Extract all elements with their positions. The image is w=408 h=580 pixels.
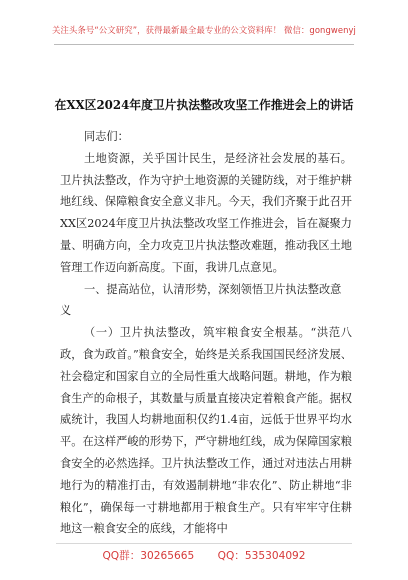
- section-heading-1: 一、提高站位，认清形势，深刻领悟卫片执法整改意义: [60, 282, 342, 318]
- paragraph-food-security: （一）卫片执法整改，筑牢粮食安全根基。“洪范八政，食为政首。”粮食安全，始终是关系我国国民经济发展、社会稳定和国家自立的全局性重大战略问题。耕地，作为粮食生产的命根子，其数量与质量直接决定着粮食产能。据权威统计，我国人均耕地面积仅约1.4亩，远低于世界平均水平。在这样严峻的形势下，严守耕地红线，成为保障国家粮食安全的必然选择。卫片执法整改工作，通过对违法占用耕地行为的精准打击，有效遏制耕地“非农化”、防止耕地“非粮化”，确保每一寸耕地都用于粮食生产。只有牢牢守住耕地这一粮食安全的底线，才能将中: [60, 326, 352, 536]
- footer-contact: [0, 548, 408, 563]
- document-body: [60, 118, 352, 540]
- header-promo-text: 关注头条号“公文研究”，获得最新最全最专业的公文资料库！ 微信：gongwenyj: [52, 25, 356, 35]
- paragraph-intro: 土地资源，关乎国计民生，是经济社会发展的基石。卫片执法整改，作为守护土地资源的关键防线，对于维护耕地红线、保障粮食安全意义非凡。今天，我们齐聚于此召开XX区2024年度卫片执法整改攻坚工作推进会，旨在凝聚力量、明确方向，全力攻克卫片执法整改难题，推动我区土地管理工作迈向新高度。下面，我讲几点意见。: [60, 151, 352, 274]
- footer-divider: [56, 543, 352, 544]
- header-divider: [54, 44, 354, 45]
- footer-qq-number: QQ：535304092: [217, 550, 306, 562]
- document-title: 在XX区2024年度卫片执法整改攻坚工作推进会上的讲话: [54, 98, 354, 112]
- greeting: 同志们：: [84, 130, 129, 143]
- footer-qq-group: QQ群：30265665: [102, 550, 195, 562]
